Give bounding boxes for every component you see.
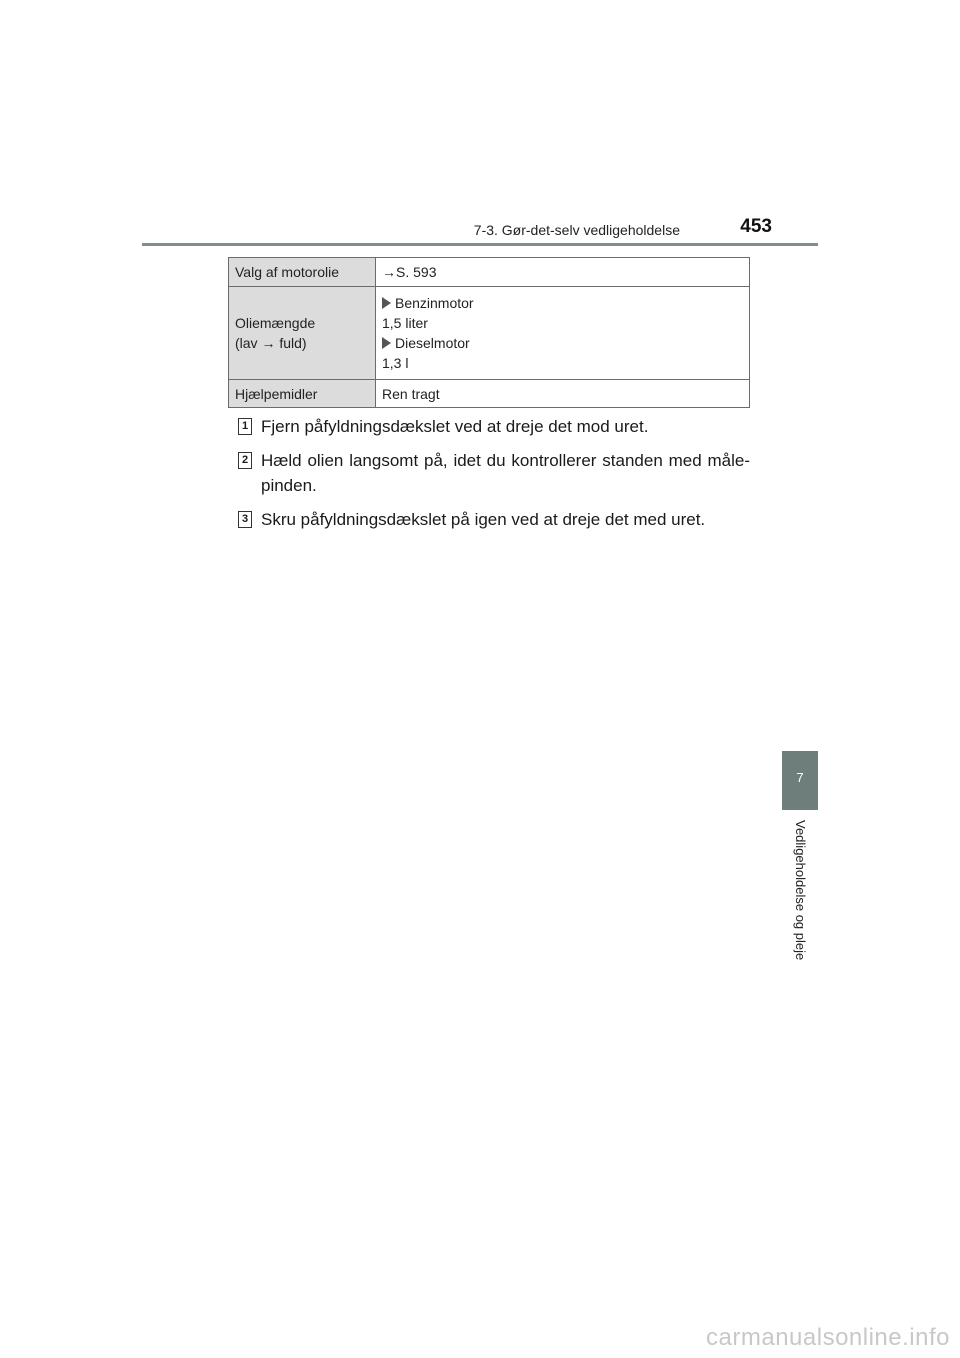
step-text: Hæld olien langsomt på, idet du kontrollerer standen med måle-pinden. bbox=[261, 451, 750, 495]
chapter-side-label bbox=[790, 820, 810, 980]
engine-item bbox=[382, 293, 743, 313]
header-rule bbox=[142, 243, 818, 246]
engine-amount: 1,3 l bbox=[382, 355, 409, 371]
row-label: Valg af motorolie bbox=[229, 258, 376, 287]
table-row bbox=[229, 380, 750, 408]
step-number: 2 bbox=[238, 452, 252, 469]
page-number: 453 bbox=[740, 216, 772, 237]
chapter-number: 7 bbox=[796, 770, 804, 785]
engine-item bbox=[382, 333, 743, 353]
table-row bbox=[229, 287, 750, 380]
triangle-right-icon bbox=[382, 297, 391, 309]
row-value bbox=[376, 287, 750, 380]
row-label bbox=[229, 287, 376, 380]
step-number: 3 bbox=[238, 511, 252, 528]
triangle-right-icon bbox=[382, 337, 391, 349]
engine-type: Dieselmotor bbox=[395, 335, 470, 351]
row-label-line: Oliemængde bbox=[235, 315, 316, 331]
section-title: 7-3. Gør-det-selv vedligeholdelse bbox=[473, 222, 680, 238]
engine-type: Benzinmotor bbox=[395, 295, 474, 311]
table-row bbox=[229, 258, 750, 287]
row-label-line: (lav → fuld) bbox=[235, 335, 307, 351]
engine-amount: 1,5 liter bbox=[382, 315, 428, 331]
page-header bbox=[142, 214, 818, 246]
row-value: Ren tragt bbox=[376, 380, 750, 408]
step-text: Fjern påfyldningsdækslet ved at dreje det mod uret. bbox=[261, 417, 649, 436]
chapter-tab bbox=[782, 751, 818, 810]
step-item bbox=[238, 507, 750, 532]
row-value: →S. 593 bbox=[376, 258, 750, 287]
spec-table bbox=[228, 257, 750, 408]
watermark: carmanualsonline.info bbox=[706, 1324, 950, 1351]
step-item bbox=[238, 414, 750, 439]
row-label: Hjælpemidler bbox=[229, 380, 376, 408]
chapter-title: Vedligeholdelse og pleje bbox=[793, 820, 808, 961]
step-list bbox=[238, 414, 750, 541]
step-item bbox=[238, 448, 750, 498]
step-number: 1 bbox=[238, 418, 252, 435]
step-text: Skru påfyldningsdækslet på igen ved at dreje det med uret. bbox=[261, 510, 706, 529]
